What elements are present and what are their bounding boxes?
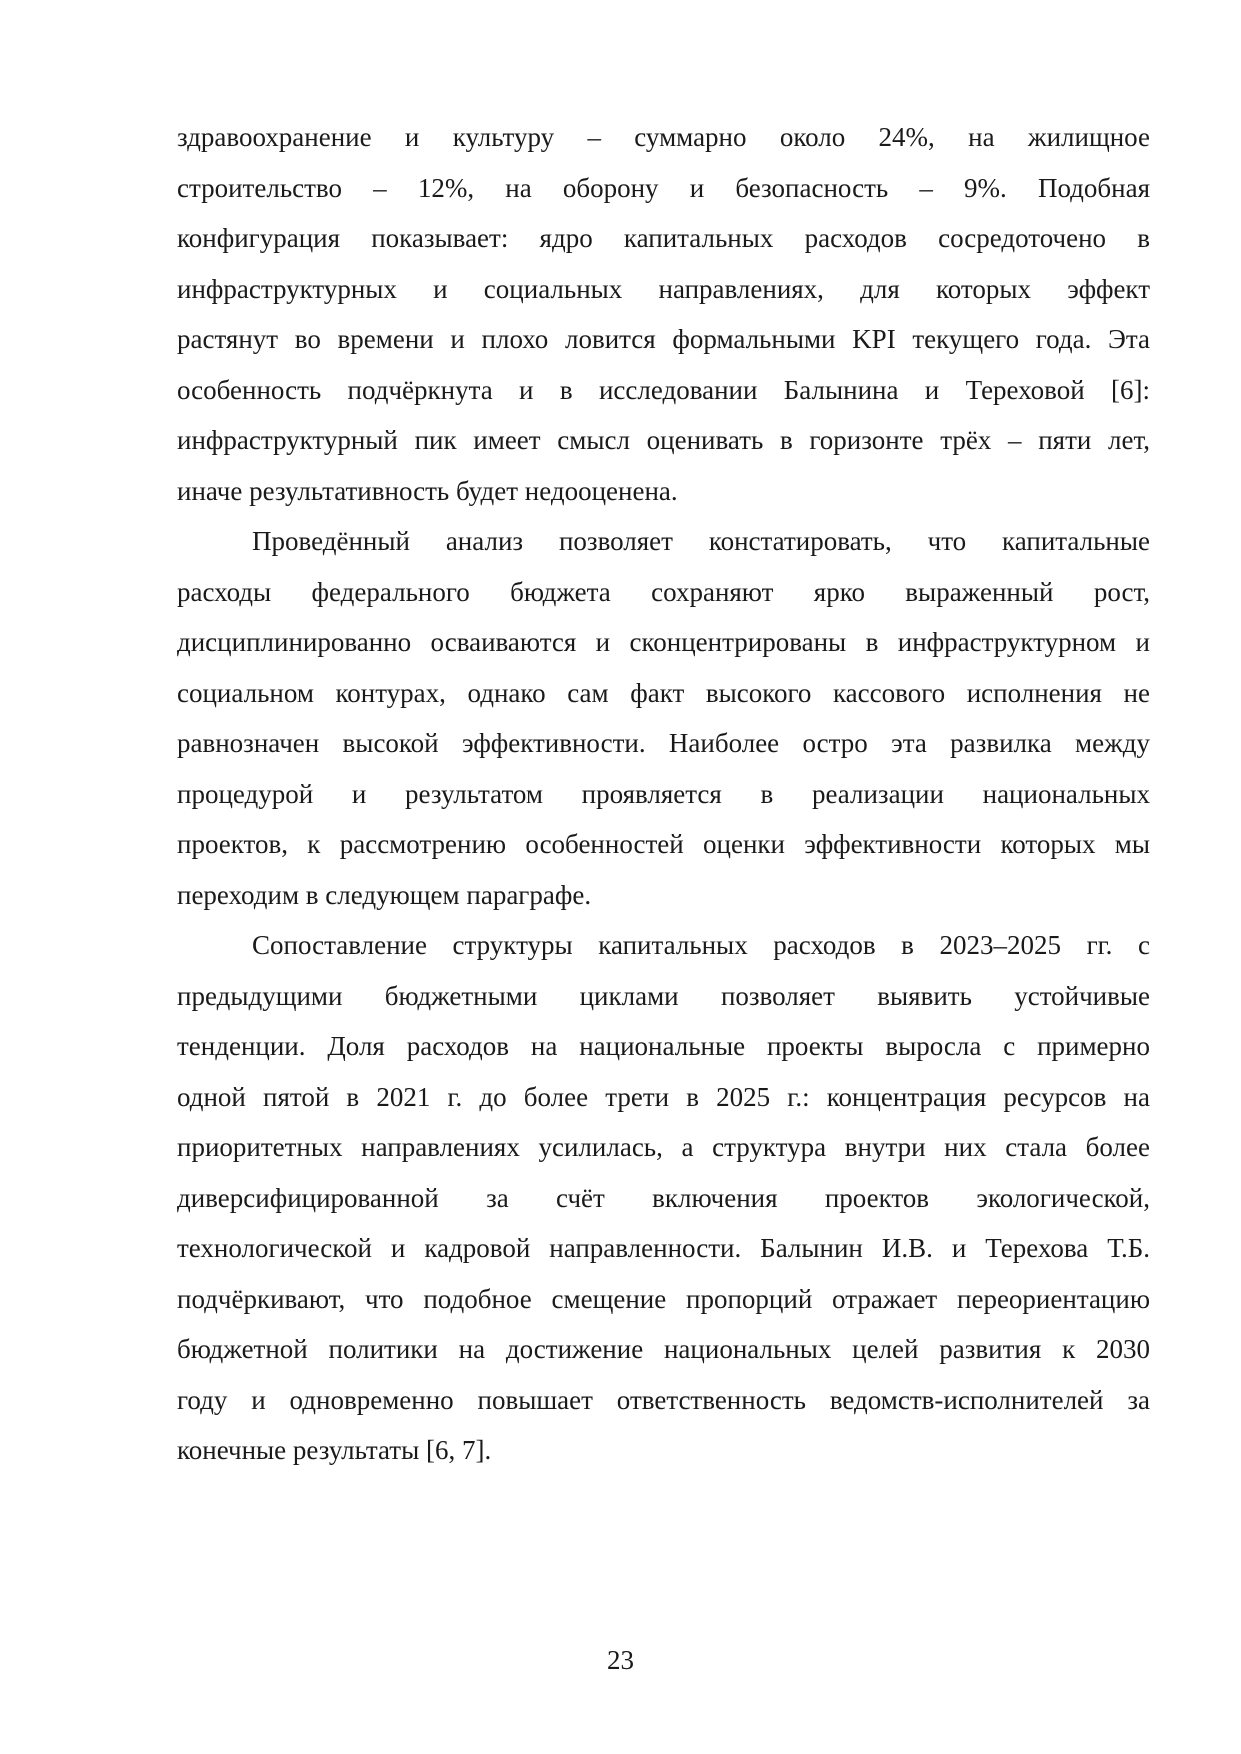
text-line: равнозначен высокой эффективности. Наиболее остро эта развилка между (177, 728, 1150, 758)
text-line: году и одновременно повышает ответственность ведомств-исполнителей за (177, 1384, 1150, 1415)
text-line: особенность подчёркнута и в исследовании Балынина и Тереховой [6]: (177, 374, 1150, 405)
text-line: приоритетных направлениях усилилась, а структура внутри них стала более (177, 1132, 1150, 1162)
text-line: технологической и кадровой направленности. Балынин И.В. и Терехова Т.Б. (177, 1233, 1150, 1263)
text-line: подчёркивают, что подобное смещение пропорций отражает переориентацию (177, 1283, 1150, 1314)
page-number: 23 (607, 1645, 634, 1675)
paragraph (177, 920, 1150, 1476)
paragraph (177, 516, 1150, 920)
text-line: социальном контурах, однако сам факт высокого кассового исполнения не (177, 677, 1150, 708)
text-line: Сопоставление структуры капитальных расходов в 2023–2025 гг. с (252, 930, 1150, 960)
text-line: проектов, к рассмотрению особенностей оценки эффективности которых мы (177, 829, 1150, 859)
text-line: предыдущими бюджетными циклами позволяет выявить устойчивые (177, 980, 1150, 1011)
text-line: конфигурация показывает: ядро капитальных расходов сосредоточено в (177, 223, 1150, 253)
text-line: диверсифицированной за счёт включения проектов экологической, (177, 1182, 1150, 1213)
paragraph (177, 112, 1150, 516)
text-line: бюджетной политики на достижение национальных целей развития к 2030 (177, 1334, 1150, 1364)
body-text (177, 112, 1150, 1476)
text-line: конечные результаты [6, 7]. (177, 1435, 492, 1465)
text-line: Проведённый анализ позволяет констатировать, что капитальные (252, 526, 1150, 556)
text-line: строительство – 12%, на оборону и безопасность – 9%. Подобная (177, 172, 1150, 203)
text-line: инфраструктурный пик имеет смысл оценивать в горизонте трёх – пяти лет, (177, 425, 1150, 455)
text-line: инфраструктурных и социальных направлениях, для которых эффект (177, 273, 1150, 304)
text-line: переходим в следующем параграфе. (177, 879, 592, 910)
text-line: растянут во времени и плохо ловится формальными KPI текущего года. Эта (177, 324, 1150, 354)
text-line: здравоохранение и культуру – суммарно около 24%, на жилищное (177, 122, 1150, 152)
text-line: одной пятой в 2021 г. до более трети в 2025 г.: концентрация ресурсов на (177, 1081, 1150, 1112)
text-line: расходы федерального бюджета сохраняют ярко выраженный рост, (177, 576, 1150, 607)
text-line: процедурой и результатом проявляется в реализации национальных (177, 778, 1150, 809)
text-line: иначе результативность будет недооценена. (177, 475, 678, 506)
text-line: тенденции. Доля расходов на национальные проекты выросла с примерно (177, 1031, 1150, 1061)
text-line: дисциплинированно осваиваются и сконцентрированы в инфраструктурном и (177, 627, 1150, 657)
